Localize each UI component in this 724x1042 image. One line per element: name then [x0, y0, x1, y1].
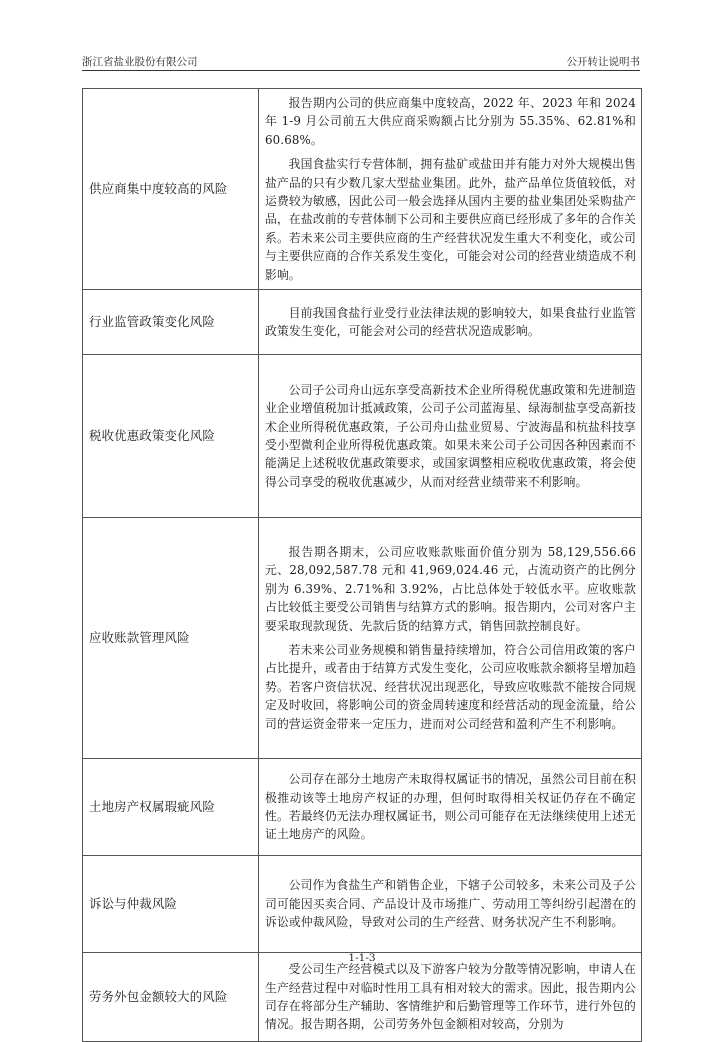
risk-paragraph: 目前我国食盐行业受行业法律法规的影响较大，如果食盐行业监管政策发生变化，可能会对公司的经营状况造成影响。: [265, 305, 636, 339]
risk-description: [259, 355, 642, 518]
risk-name: 诉讼与仲裁风险: [83, 856, 259, 953]
risk-name: 应收账款管理风险: [83, 518, 259, 759]
risk-paragraph: 公司子公司舟山远东享受高新技术企业所得税优惠政策和先进制造业企业增值税加计抵减政策，公司子公司蓝海星、绿海制盐享受高新技术企业所得税优惠政策，子公司舟山盐业贸易、宁波海晶和杭盐科技享受小型微利企业所得税优惠政策。如果未来公司子公司因各种因素而不能满足上述税收优惠政策要求，或国家调整相应税收优惠政策，将会使得公司享受的税收优惠减少，从而对经营业绩带来不利影响。: [265, 382, 636, 489]
risk-paragraph: 受公司生产经营模式以及下游客户较为分散等情况影响，申请人在生产经营过程中对临时性用工具有相对较大的需求。因此，报告期内公司存在将部分生产辅助、客情维护和后勤管理等工作环节，进行外包的情况。报告期各期，公司劳务外包金额相对较高，分别为: [265, 962, 636, 1032]
risk-description: [259, 759, 642, 856]
page-header: [82, 54, 640, 70]
risk-name: 土地房产权属瑕疵风险: [83, 759, 259, 856]
risk-paragraph: 公司作为食盐生产和销售企业，下辖子公司较多，未来公司及子公司可能因买卖合同、产品设计及市场推广、劳动用工等纠纷引起潜在的诉讼或仲裁风险，导致对公司的生产经营、财务状况产生不利影响。: [265, 878, 636, 930]
risk-description: [259, 856, 642, 953]
header-divider: [82, 70, 640, 71]
risk-paragraph: 若未来公司业务规模和销售量持续增加，符合公司信用政策的客户占比提升，或者由于结算方式发生变化，公司应收账款余额将呈增加趋势。若客户资信状况、经营状况出现恶化，导致应收账款不能按合同规定及时收回，将影响公司的资金周转速度和经营活动的现金流量，给公司的营运资金带来一定压力，进而对公司经营和盈利产生不利影响。: [265, 643, 636, 731]
table-row: [83, 518, 642, 759]
page-number: 1-1-3: [348, 952, 376, 964]
table-row: [83, 290, 642, 355]
risk-name: 劳务外包金额较大的风险: [83, 953, 259, 1042]
table-row: [83, 89, 642, 290]
risk-description: [259, 953, 642, 1042]
risk-paragraph: 报告期各期末，公司应收账款账面价值分别为 58,129,556.66 元、28,092,587.78 元和 41,969,024.46 元，占流动资产的比例分别为 6.39%、2.71%和 3.92%，占比总体处于较低水平。应收账款占比较低主要受公司销售与结算方式的影响。报告期内，公司对客户主要采取现款现货、先款后货的结算方式，销售回款控制良好。: [265, 545, 636, 633]
risk-paragraph: 报告期内公司的供应商集中度较高，2022 年、2023 年和 2024 年 1-9 月公司前五大供应商采购额占比分别为 55.35%、62.81%和 60.68%。: [265, 96, 636, 147]
risk-description: [259, 89, 642, 290]
table-row: [83, 759, 642, 856]
risk-name: 税收优惠政策变化风险: [83, 355, 259, 518]
header-company-name: 浙江省盐业股份有限公司: [82, 56, 198, 68]
table-row: [83, 355, 642, 518]
risk-factors-table: [82, 88, 642, 1042]
risk-name: 行业监管政策变化风险: [83, 290, 259, 355]
table-row: [83, 953, 642, 1042]
risk-name: 供应商集中度较高的风险: [83, 89, 259, 290]
risk-paragraph: 公司存在部分土地房产未取得权属证书的情况，虽然公司目前在积极推动该等土地房产权证的办理，但何时取得相关权证仍存在不确定性。若最终仍无法办理权属证书，则公司可能存在无法继续使用上述无证土地房产的风险。: [265, 772, 636, 842]
risk-description: [259, 518, 642, 759]
risk-description: [259, 290, 642, 355]
table-row: [83, 856, 642, 953]
header-document-type: 公开转让说明书: [566, 56, 640, 68]
risk-paragraph: 我国食盐实行专营体制，拥有盐矿或盐田并有能力对外大规模出售盐产品的只有少数几家大型盐业集团。此外，盐产品单位货值较低，对运费较为敏感，因此公司一般会选择从国内主要的盐业集团处采购盐产品，在盐改前的专营体制下公司和主要供应商已经形成了多年的合作关系。若未来公司主要供应商的生产经营状况发生重大不利变化，或公司与主要供应商的合作关系发生变化，可能会对公司的经营业绩造成不利影响。: [265, 157, 636, 282]
